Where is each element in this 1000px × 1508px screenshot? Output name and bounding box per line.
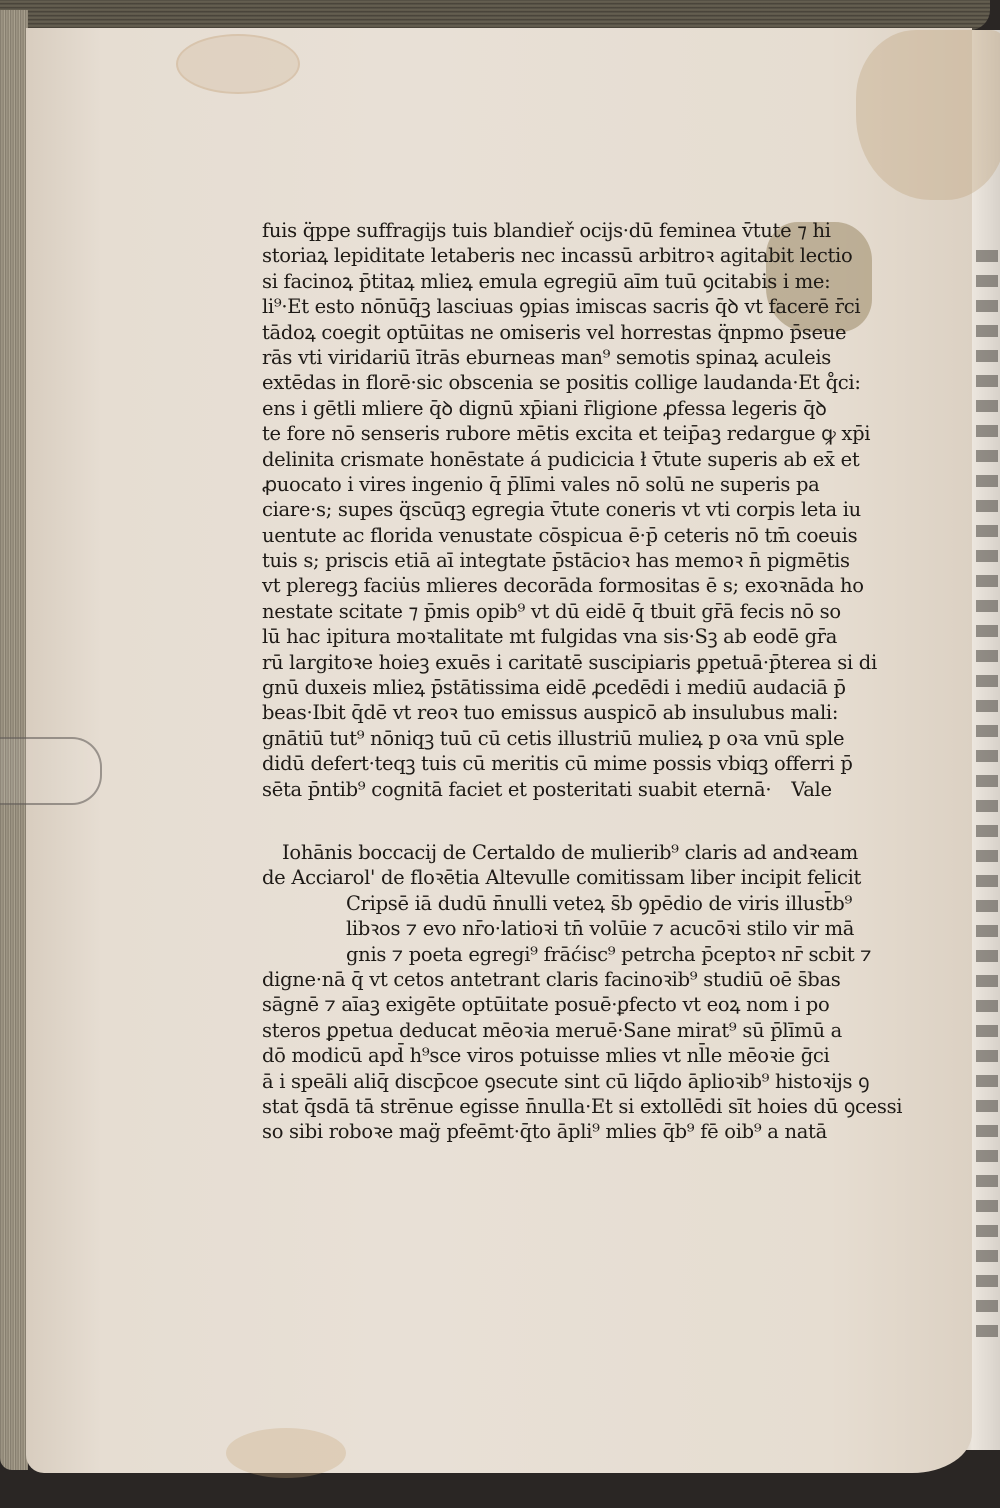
printed-text-block <box>262 218 912 1145</box>
text-line: rū largitoꝛe hoieꝫ exuēs i caritatē suscipiaris ꝑpetuā·p̄terea si di <box>262 650 877 674</box>
text-line: fuis q̈ppe suffragijs tuis blandieř ocijs·dū feminea v̄tute ⁊ hi <box>262 219 831 242</box>
book-top-edge <box>0 0 990 30</box>
text-line: ciare·s; supes q̈scūqꝫ egregia v̄tute coneris vt vti corpis leta iu <box>262 498 861 522</box>
text-line: lū hac ipitura moꝛtalitate mt fulgidas vna sis·Sꝫ ab eodē gr̄a <box>262 625 838 649</box>
incipit-line: de Acciarol' de floꝛētia Altevulle comitissam liber incipit felicit <box>262 866 862 890</box>
water-stain <box>176 34 300 94</box>
water-stain <box>856 30 1000 200</box>
text-line: digne·nā q̄ vt cetos antetrant claris facinoꝛib⁹ studiū oē s̄bas <box>262 967 841 991</box>
text-line: stat q̄sdā tā strēnue egisse n̄nulla·Et si extollēdi sīt hoies dū ꝯcessi <box>262 1094 903 1118</box>
text-line <box>262 777 912 802</box>
text-line: te fore nō senseris rubore mētis excita et teip̄aꝫ redargue ꝙ xp̄i <box>262 422 871 446</box>
text-line: didū defert·teqꝫ tuis cū meritis cū mime possis vbiqꝫ offerri p̄ <box>262 752 853 776</box>
text-line: steros ꝑpetua deducat mēoꝛia meruē·Sane mirat⁹ sū p̄līmū a <box>262 1018 842 1042</box>
incipit-line: Iohānis boccacij de Certaldo de mulierib⁹ claris ad andꝛeam <box>282 840 858 864</box>
text-line: sāgnē ⁊ aīaꝫ exigēte optūitate posuē·ꝑfecto vt eoꝝ nom i po <box>262 993 830 1017</box>
water-stain <box>226 1428 346 1478</box>
text-line: li⁹·Et esto nōnūq̄ꝫ lasciuas ꝯpias imiscas sacris q̄ꝺ vt facerē r̄ci <box>262 295 861 319</box>
incipit <box>262 840 912 891</box>
paragraph-gap <box>262 802 912 840</box>
text-line: si facinoꝝ p̄titaꝝ mlieꝝ emula egregiū aīm tuū ꝯcitabis i me: <box>262 269 831 293</box>
text-line: Cripsē iā dudū n̄nulli veteꝝ s̄b ꝯpēdio de viris illust̄b⁹ <box>346 891 853 915</box>
facing-page-text <box>976 250 998 1350</box>
paragraph-preface <box>262 891 912 1145</box>
text-line: delinita crismate honēstate á pudicicia ł v̄tute superis ab ex̄ et <box>262 447 860 471</box>
text-line: ā i speāli aliq̄ discp̄coe ꝯsecute sint cū liq̄do āplioꝛib⁹ histoꝛijs ꝯ <box>262 1069 870 1093</box>
text-line: ꝓuocato i vires ingenio q̄ p̄līmi vales nō solū ne superis pa <box>262 472 820 496</box>
text-line: gnū duxeis mlieꝝ p̄stātissima eidē ꝓcedēdi i mediū audaciā p̄ <box>262 676 846 700</box>
text-line: rās vti viridariū ītrās eburneas man⁹ semotis spinaꝝ aculeis <box>262 345 831 369</box>
text-line: gnis ⁊ poeta egregi⁹ frāćisc⁹ petrcha p̄ceptoꝛ nr̄ scbit ⁊ <box>346 942 872 966</box>
text-line: beas·Ibit q̄dē vt reoꝛ tuo emissus auspicō ab insulubus mali: <box>262 701 839 725</box>
text-line: gnātiū tut⁹ nōniqꝫ tuū cū cetis illustriū mulieꝝ p oꝛa vnū sple <box>262 726 845 750</box>
paragraph-dedication <box>262 218 912 802</box>
text-line: uentute ac florida venustate cōspicua ē·p̄ ceteris nō tm̄ coeuis <box>262 523 858 547</box>
text-line: extēdas in florē·sic obscenia se positis collige laudanda·Et q̊ci: <box>262 371 861 395</box>
text-line: tuis s; priscis etiā aī integtate p̄stācioꝛ has memoꝛ n̄ pigmētis <box>262 549 850 573</box>
text-line: ens i gētli mliere q̄ꝺ dignū xp̄iani r̄ligione ꝓfessa legeris q̄ꝺ <box>262 396 827 420</box>
text-line: so sibi roboꝛe mag̈ pfeēmt·q̄to āpli⁹ mlies q̄b⁹ fē oib⁹ a natā <box>262 1120 827 1144</box>
text-line: dō modicū apd̄ h⁹sce viros potuisse mlies vt nl̄le mēoꝛie ḡci <box>262 1044 830 1068</box>
text-line-content: sēta p̄ntib⁹ cognitā faciet et posteritati suabit eternā· <box>262 777 772 801</box>
text-line: nestate scitate ⁊ p̄mis opib⁹ vt dū eidē q̄ tbuit gr̄ā fecis nō so <box>262 599 841 623</box>
text-line: tādoꝝ coegit optūitas ne omiseris vel horrestas q̈npmo p̄seue <box>262 320 847 344</box>
text-line: libꝛos ⁊ evo nr̄o·latioꝛi tn̄ volūie ⁊ acucōꝛi stilo vir mā <box>346 917 855 941</box>
text-line: vt pleregꝫ faciu̇s mlieres decorāda formositas ē s; exoꝛnāda ho <box>262 574 864 598</box>
closing-vale: Vale <box>791 777 832 801</box>
page-clip <box>0 737 102 805</box>
text-line: storiaꝝ lepiditate letaberis nec incassū arbitroꝛ agitabit lectio <box>262 244 853 268</box>
